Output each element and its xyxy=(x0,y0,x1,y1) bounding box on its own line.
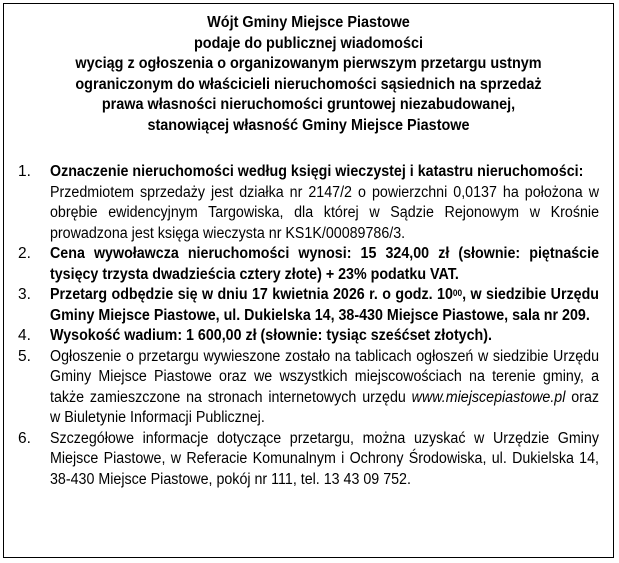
header-line-subject-2: ograniczonym do właścicieli nieruchomości sąsiednich na sprzedaż xyxy=(75,75,542,93)
item-title: Oznaczenie nieruchomości według księgi wieczystej i katastru nieruchomości: xyxy=(50,163,584,180)
item-text: Cena wywoławcza nieruchomości wynosi: 15 324,00 zł (słownie: piętnaście tysięcy trzysta dwadzieścia cztery złote) + 23% podatku VAT. xyxy=(50,245,600,283)
item-text: Wysokość wadium: 1 600,00 zł (słownie: tysiąc sześćset złotych). xyxy=(50,327,492,344)
item-text xyxy=(50,347,599,429)
item-number: 5. xyxy=(18,347,31,365)
announcement-header xyxy=(25,4,591,136)
item-text-end: , w siedzibie Urzędu Gminy Miejsce Piastowe, ul. Dukielska 14, 38-430 Miejsce Piastowe, sala nr 209. xyxy=(50,286,600,324)
header-line-subject-4: stanowiącej własność Gminy Miejsce Piastowe xyxy=(147,116,470,134)
list-item xyxy=(18,162,599,244)
item-text xyxy=(50,285,599,326)
list-item xyxy=(18,347,599,429)
list-item xyxy=(18,285,599,326)
item-number: 6. xyxy=(18,429,31,447)
time-superscript: 00 xyxy=(452,288,463,298)
header-line-subject-3: prawa własności nieruchomości gruntowej niezabudowanej, xyxy=(101,96,516,113)
item-number: 3. xyxy=(18,286,31,303)
website-link[interactable]: www.miejscepiastowe.pl xyxy=(411,388,566,406)
item-text: Szczegółowe informacje dotyczące przetargu, można uzyskać w Urzędzie Gminy Miejsce Piastowe, w Referacie Komunalnym i Ochrony Środowiska, ul. Dukielska 14, 38-430 Miejsce Piastowe, pokój nr 111, tel. 13 43 09 752. xyxy=(50,429,600,488)
announcement-box xyxy=(3,3,614,558)
header-line-subject-1: wyciąg z ogłoszenia o organizowanym pierwszym przetargu ustnym xyxy=(75,55,542,72)
announcement-items xyxy=(18,162,599,490)
header-line-authority: Wójt Gminy Miejsce Piastowe xyxy=(207,14,410,31)
item-text-start: Przetarg odbędzie się w dniu 17 kwietnia 2026 r. o godz. 10 xyxy=(50,286,453,303)
item-number: 1. xyxy=(18,163,31,180)
item-number: 4. xyxy=(18,327,31,344)
list-item xyxy=(18,326,599,347)
header-line-notice: podaje do publicznej wiadomości xyxy=(193,34,424,52)
list-item xyxy=(18,429,599,491)
item-text: Przedmiotem sprzedaży jest działka nr 2147/2 o powierzchni 0,0137 ha położona w obrębie ewidencyjnym Targowiska, dla której w Sądzie Rejonowym w Krośnie prowadzona jest księga wieczysta nr KS1K/00089786/3. xyxy=(50,183,600,242)
item-text-start: Ogłoszenie o przetargu wywieszone zostało na tablicach ogłoszeń w siedzibie Urzędu Gminy Miejsce Piastowe oraz we wszystkich miejscowościach na terenie gminy, a także zamieszczone na stronach internetowych urzędu xyxy=(50,347,600,406)
list-item xyxy=(18,244,599,285)
item-text-end: oraz w Biuletynie Informacji Publicznej. xyxy=(50,388,600,426)
item-number: 2. xyxy=(18,245,31,262)
